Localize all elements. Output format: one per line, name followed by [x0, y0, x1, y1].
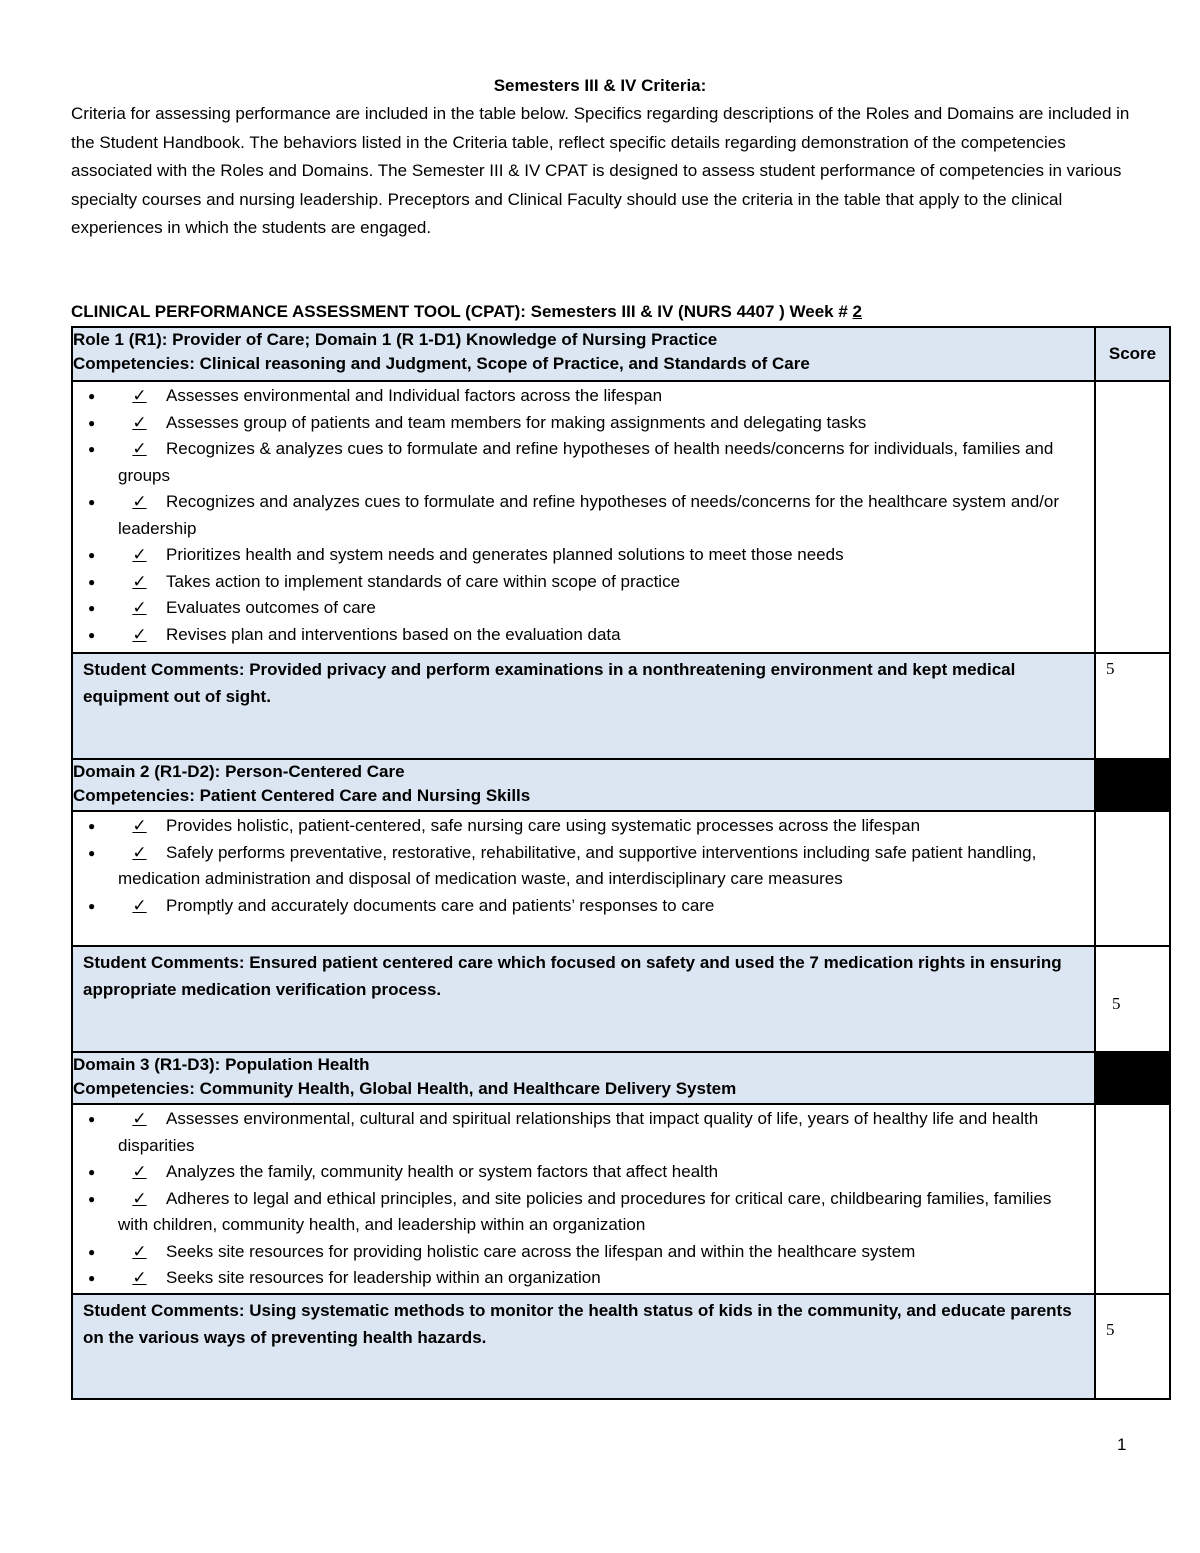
score-blackout-cell: [1095, 759, 1170, 811]
intro-paragraph: Criteria for assessing performance are included in the table below. Specifics regarding descriptions of the Roles and Domains are included in the Student Handbook. The behaviors listed in the Criteria table, reflect specific details regarding demonstration of the competencies associated with the Roles and Domains. The Semester III & IV CPAT is designed to assess student performance of competencies in various specialty courses and nursing leadership. Preceptors and Clinical Faculty should use the criteria in the table that apply to the clinical experiences in which the students are engaged.: [71, 104, 1130, 237]
criteria-item: [85, 813, 1086, 840]
criteria-row: [72, 1104, 1170, 1294]
criteria-text: Revises plan and interventions based on the evaluation data: [166, 624, 621, 644]
section-heading: Domain 2 (R1-D2): Person-Centered Care: [73, 762, 405, 781]
criteria-list: [73, 382, 1094, 649]
criteria-text: Recognizes and analyzes cues to formulate and refine hypotheses of needs/concerns for the healthcare system and/or leadership: [118, 492, 1060, 538]
criteria-text: Recognizes & analyzes cues to formulate and refine hypotheses of health needs/concerns for individuals, families and groups: [118, 439, 1054, 485]
score-value: 5: [1112, 994, 1121, 1013]
criteria-item: [85, 383, 1086, 410]
bullet-icon: ●: [88, 1112, 96, 1126]
section-header-row: [72, 327, 1170, 381]
student-comment: Student Comments: Provided privacy and perform examinations in a nonthreatening environment and kept medical equipment out of sight.: [83, 660, 1016, 706]
criteria-item: [85, 1265, 1086, 1292]
criteria-item: [85, 569, 1086, 596]
check-icon: ✓: [132, 386, 147, 405]
criteria-cell: [72, 811, 1095, 946]
comment-row: [72, 946, 1170, 1052]
comment-row: [72, 653, 1170, 759]
bullet-icon: ●: [88, 627, 96, 642]
bullet-icon: ●: [88, 442, 96, 456]
bullet-icon: ●: [88, 389, 96, 403]
criteria-item: [85, 622, 1086, 649]
criteria-item: [85, 595, 1086, 622]
criteria-item: [85, 436, 1086, 489]
criteria-item: [85, 893, 1086, 920]
check-icon: ✓: [132, 816, 147, 835]
criteria-item: [85, 1186, 1086, 1239]
criteria-text: Seeks site resources for leadership within an organization: [166, 1268, 601, 1287]
score-value: 5: [1106, 659, 1115, 678]
criteria-text: Promptly and accurately documents care and patients’ responses to care: [166, 895, 715, 915]
score-cell: [1095, 653, 1170, 759]
section-header: [72, 759, 1095, 811]
criteria-item: [85, 410, 1086, 437]
section-competencies: Competencies: Community Health, Global Health, and Healthcare Delivery System: [73, 1079, 737, 1098]
check-icon: ✓: [132, 412, 147, 432]
criteria-row: [72, 381, 1170, 653]
score-empty-cell: [1095, 1104, 1170, 1294]
cpat-heading-text: CLINICAL PERFORMANCE ASSESSMENT TOOL (CPAT): Semesters III & IV (NURS 4407 ) Week #: [71, 302, 853, 321]
criteria-text: Assesses environmental, cultural and spiritual relationships that impact quality of life, years of healthy life and health disparities: [118, 1109, 1039, 1155]
criteria-text: Prioritizes health and system needs and generates planned solutions to meet those needs: [166, 545, 844, 564]
criteria-cell: [72, 381, 1095, 653]
score-empty-cell: [1095, 811, 1170, 946]
comment-cell: [72, 946, 1095, 1052]
criteria-item: [85, 840, 1086, 893]
bullet-icon: ●: [88, 845, 96, 860]
week-number-field: 2: [852, 302, 862, 321]
criteria-cell: [72, 1104, 1095, 1294]
check-icon: ✓: [132, 1109, 147, 1128]
bullet-icon: ●: [88, 574, 96, 589]
comment-row: [72, 1294, 1170, 1399]
section-heading: Domain 3 (R1-D3): Population Health: [73, 1055, 370, 1074]
criteria-text: Evaluates outcomes of care: [166, 598, 376, 617]
criteria-row: [72, 811, 1170, 946]
bullet-icon: ●: [88, 1244, 96, 1259]
bullet-icon: ●: [88, 601, 96, 615]
comment-cell: [72, 653, 1095, 759]
score-empty-cell: [1095, 381, 1170, 653]
section-header: [72, 327, 1095, 381]
student-comment: Student Comments: Ensured patient centered care which focused on safety and used the 7 medication rights in ensuring appropriate medication verification process.: [83, 953, 1062, 999]
check-icon: ✓: [132, 624, 147, 644]
check-icon: ✓: [132, 598, 147, 617]
criteria-text: Assesses environmental and Individual factors across the lifespan: [166, 386, 663, 405]
section-header-row: [72, 1052, 1170, 1104]
score-cell: [1095, 1294, 1170, 1399]
cpat-table: [71, 326, 1171, 1400]
criteria-item: [85, 1159, 1086, 1186]
check-icon: ✓: [132, 492, 147, 511]
comment-cell: [72, 1294, 1095, 1399]
section-heading: Role 1 (R1): Provider of Care; Domain 1 (R 1-D1) Knowledge of Nursing Practice: [73, 330, 718, 349]
bullet-icon: ●: [88, 1271, 96, 1285]
check-icon: ✓: [132, 1268, 147, 1287]
check-icon: ✓: [132, 1188, 147, 1208]
criteria-text: Analyzes the family, community health or system factors that affect health: [166, 1162, 719, 1181]
check-icon: ✓: [132, 439, 147, 458]
criteria-text: Provides holistic, patient-centered, safe nursing care using systematic processes across the lifespan: [166, 816, 921, 835]
student-comment: Student Comments: Using systematic methods to monitor the health status of kids in the community, and educate parents on the various ways of preventing health hazards.: [83, 1301, 1072, 1347]
page-number: 1: [1117, 1435, 1127, 1454]
criteria-item: [85, 1106, 1086, 1159]
check-icon: ✓: [132, 571, 147, 591]
check-icon: ✓: [132, 1241, 147, 1261]
criteria-text: Takes action to implement standards of care within scope of practice: [166, 571, 681, 591]
section-header-row: [72, 759, 1170, 811]
bullet-icon: ●: [88, 495, 96, 509]
check-icon: ✓: [132, 1162, 147, 1181]
bullet-icon: ●: [88, 415, 96, 430]
bullet-icon: ●: [88, 1165, 96, 1179]
section-competencies: Competencies: Clinical reasoning and Judgment, Scope of Practice, and Standards of Care: [73, 354, 810, 373]
check-icon: ✓: [132, 545, 147, 564]
bullet-icon: ●: [88, 898, 96, 913]
criteria-item: [85, 489, 1086, 542]
criteria-text: Safely performs preventative, restorative, rehabilitative, and supportive interventions including safe patient handling, medication administration and disposal of medication waste, and interdisciplinary care measures: [118, 842, 1037, 888]
criteria-text: Assesses group of patients and team members for making assignments and delegating tasks: [166, 412, 867, 432]
check-icon: ✓: [132, 842, 147, 862]
score-blackout-cell: [1095, 1052, 1170, 1104]
document-title: Semesters III & IV Criteria:: [493, 76, 707, 95]
score-column-header: Score: [1095, 327, 1170, 381]
bullet-icon: ●: [88, 819, 96, 833]
criteria-item: [85, 1239, 1086, 1266]
score-cell: [1095, 946, 1170, 1052]
cpat-heading: [71, 300, 1025, 324]
section-competencies: Competencies: Patient Centered Care and Nursing Skills: [73, 786, 531, 805]
score-value: 5: [1106, 1320, 1115, 1339]
criteria-item: [85, 542, 1086, 569]
criteria-list: [73, 812, 1094, 920]
criteria-text: Adheres to legal and ethical principles, and site policies and procedures for critical care, childbearing families, families with children, community health, and leadership within an organization: [118, 1188, 1052, 1234]
check-icon: ✓: [132, 895, 147, 915]
bullet-icon: ●: [88, 548, 96, 562]
section-header: [72, 1052, 1095, 1104]
criteria-list: [73, 1105, 1094, 1293]
bullet-icon: ●: [88, 1191, 96, 1206]
criteria-text: Seeks site resources for providing holistic care across the lifespan and within the healthcare system: [166, 1241, 916, 1261]
